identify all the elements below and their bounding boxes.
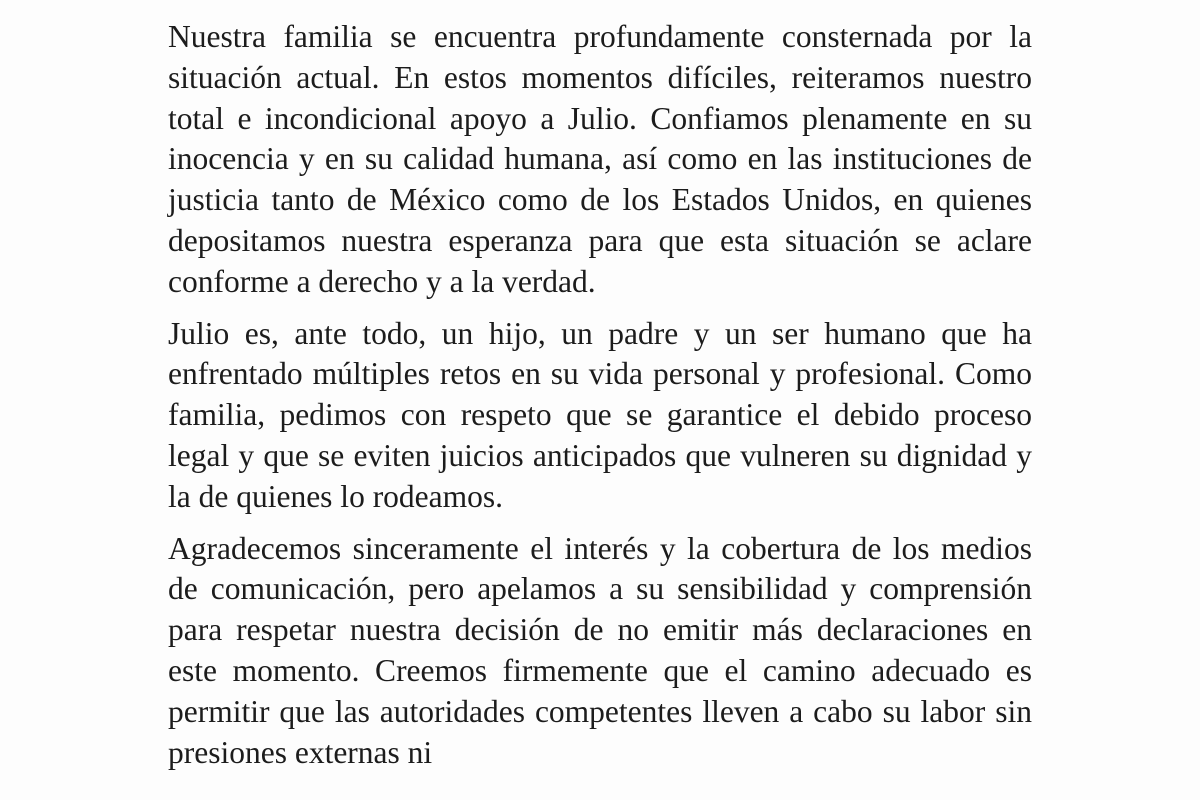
paragraph-due-process: Julio es, ante todo, un hijo, un padre y un ser humano que ha enfrentado múltiples retos en su vida personal y profesional. Como familia, pedimos con respeto que se garantice el debido proceso legal y que se eviten juicios anticipados que vulneren su dignidad y la de quienes lo rodeamos. [168,315,1032,514]
paragraph-media-request: Agradecemos sinceramente el interés y la cobertura de los medios de comunicación, pero apelamos a su sensibilidad y comprensión para respetar nuestra decisión de no emitir más declaraciones en este momento. Creemos firmemente que el camino adecuado es permitir que las autoridades competentes lleven a cabo su labor sin presiones externas ni [168,530,1032,770]
statement-body [168,0,1032,784]
cropped-previous-line [168,0,1032,6]
paragraph-family-support: Nuestra familia se encuentra profundamente consternada por la situación actual. En estos momentos difíciles, reiteramos nuestro total e incondicional apoyo a Julio. Confiamos plenamente en su inocencia y en su calidad humana, así como en las instituciones de justicia tanto de México como de los Estados Unidos, en quienes depositamos nuestra esperanza para que esta situación se aclare conforme a derecho y a la verdad. [168,19,1032,299]
